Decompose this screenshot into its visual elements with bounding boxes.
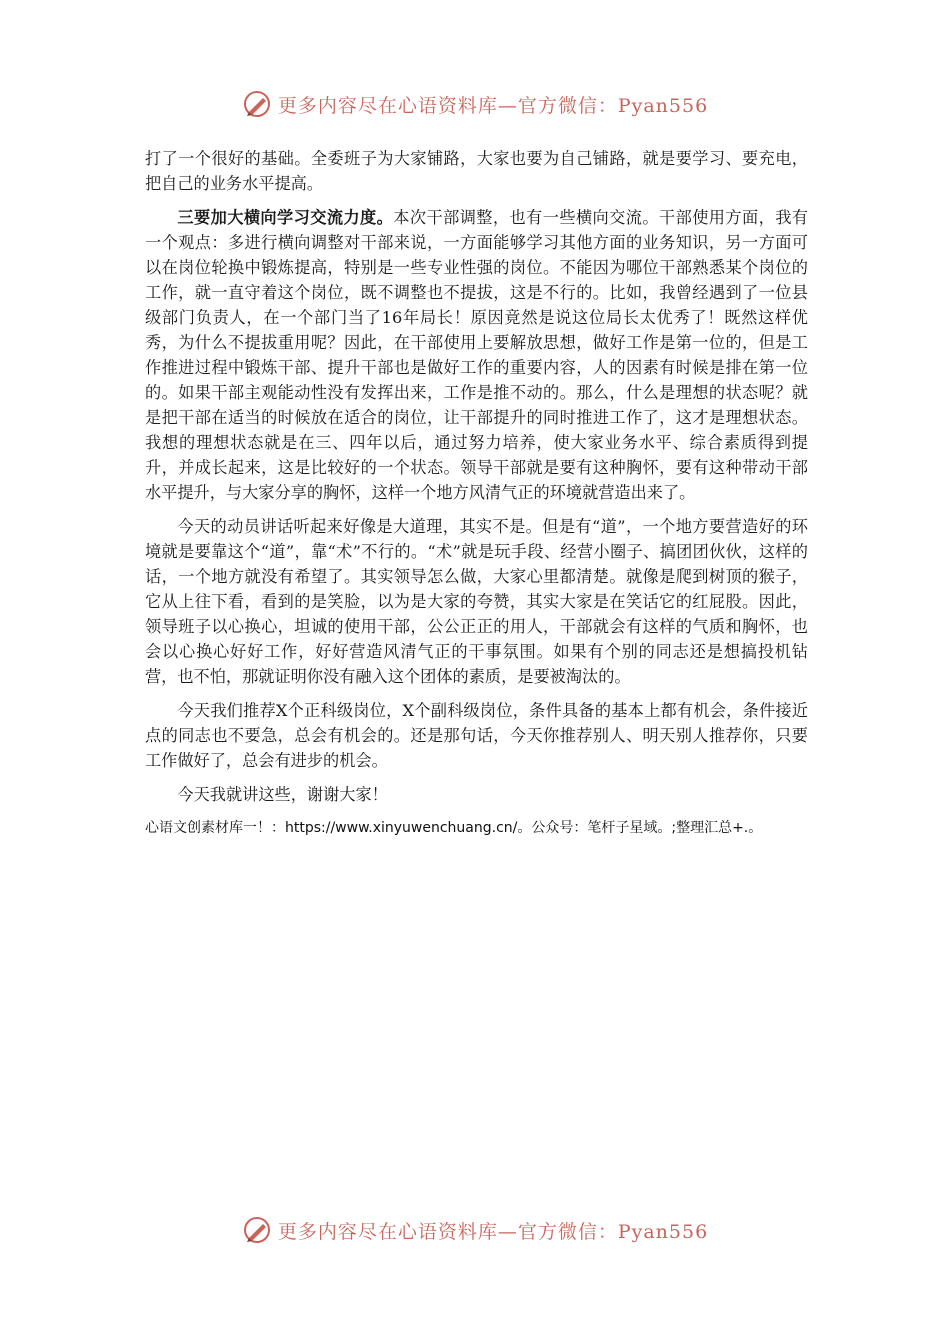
- paragraph-5-text: 今天我就讲这些，谢谢大家！: [177, 785, 388, 804]
- header-banner-text: 更多内容尽在心语资料库—官方微信：Pyan556: [277, 94, 709, 117]
- paragraph-3-text: 今天的动员讲话听起来好像是大道理，其实不是。但是有“道”，一个地方要营造好的环境就是要靠这个“道”，靠“术”不行的。“术”就是玩手段、经营小圈子、搞团团伙伙，这样的话，一个地方就没有希望了。其实领导怎么做，大家心里都清楚。就像是爬到树顶的猴子，它从上往下看，看到的是笑脸，以为是大家的夸赞，其实大家是在笑话它的红屁股。因此，领导班子以心换心，坦诚的使用干部，公公正正的用人，干部就会有这样的气质和胸怀，也会以心换心好好工作，好好营造风清气正的干事氛围。如果有个别的同志还是想搞投机钻营，也不怕，那就证明你没有融入这个团体的素质，是要被淘汰的。: [145, 517, 808, 686]
- paragraph-2-heading: 三要加大横向学习交流力度。: [177, 208, 394, 227]
- document-body: [145, 146, 808, 841]
- pen-logo-icon: [242, 89, 272, 119]
- footer-banner: [0, 1210, 950, 1250]
- paragraph-5: [145, 782, 808, 807]
- paragraph-1-text: 打了一个很好的基础。全委班子为大家铺路，大家也要为自己铺路，就是要学习、要充电，把自己的业务水平提高。: [145, 149, 808, 193]
- paragraph-2: [145, 205, 808, 505]
- paragraph-1: [145, 146, 808, 196]
- header-banner: [0, 84, 950, 124]
- paragraph-3: [145, 514, 808, 689]
- pen-logo-icon: [242, 1215, 272, 1245]
- paragraph-4: [145, 698, 808, 773]
- paragraph-4-text: 今天我们推荐X个正科级岗位，X个副科级岗位，条件具备的基本上都有机会，条件接近点的同志也不要急，总会有机会的。还是那句话，今天你推荐别人、明天别人推荐你，只要工作做好了，总会有进步的机会。: [145, 701, 808, 770]
- footer-banner-text: 更多内容尽在心语资料库—官方微信：Pyan556: [277, 1220, 709, 1243]
- source-note: 心语文创素材库一！：https://www.xinyuwenchuang.cn/。公众号：笔杆子星域。;整理汇总+.。: [145, 820, 763, 836]
- paragraph-2-text: 本次干部调整，也有一些横向交流。干部使用方面，我有一个观点：多进行横向调整对干部来说，一方面能够学习其他方面的业务知识，另一方面可以在岗位轮换中锻炼提高，特别是一些专业性强的岗位。不能因为哪位干部熟悉某个岗位的工作，就一直守着这个岗位，既不调整也不提拔，这是不行的。比如，我曾经遇到了一位县级部门负责人，在一个部门当了16年局长！原因竟然是说这位局长太优秀了！既然这样优秀，为什么不提拔重用呢？因此，在干部使用上要解放思想，做好工作是第一位的，但是工作推进过程中锻炼干部、提升干部也是做好工作的重要内容，人的因素有时候是排在第一位的。如果干部主观能动性没有发挥出来，工作是推不动的。那么，什么是理想的状态呢？就是把干部在适当的时候放在适合的岗位，让干部提升的同时推进工作了，这才是理想状态。我想的理想状态就是在三、四年以后，通过努力培养，使大家业务水平、综合素质得到提升，并成长起来，这是比较好的一个状态。领导干部就是要有这种胸怀，要有这种带动干部水平提升，与大家分享的胸怀，这样一个地方风清气正的环境就营造出来了。: [145, 208, 809, 502]
